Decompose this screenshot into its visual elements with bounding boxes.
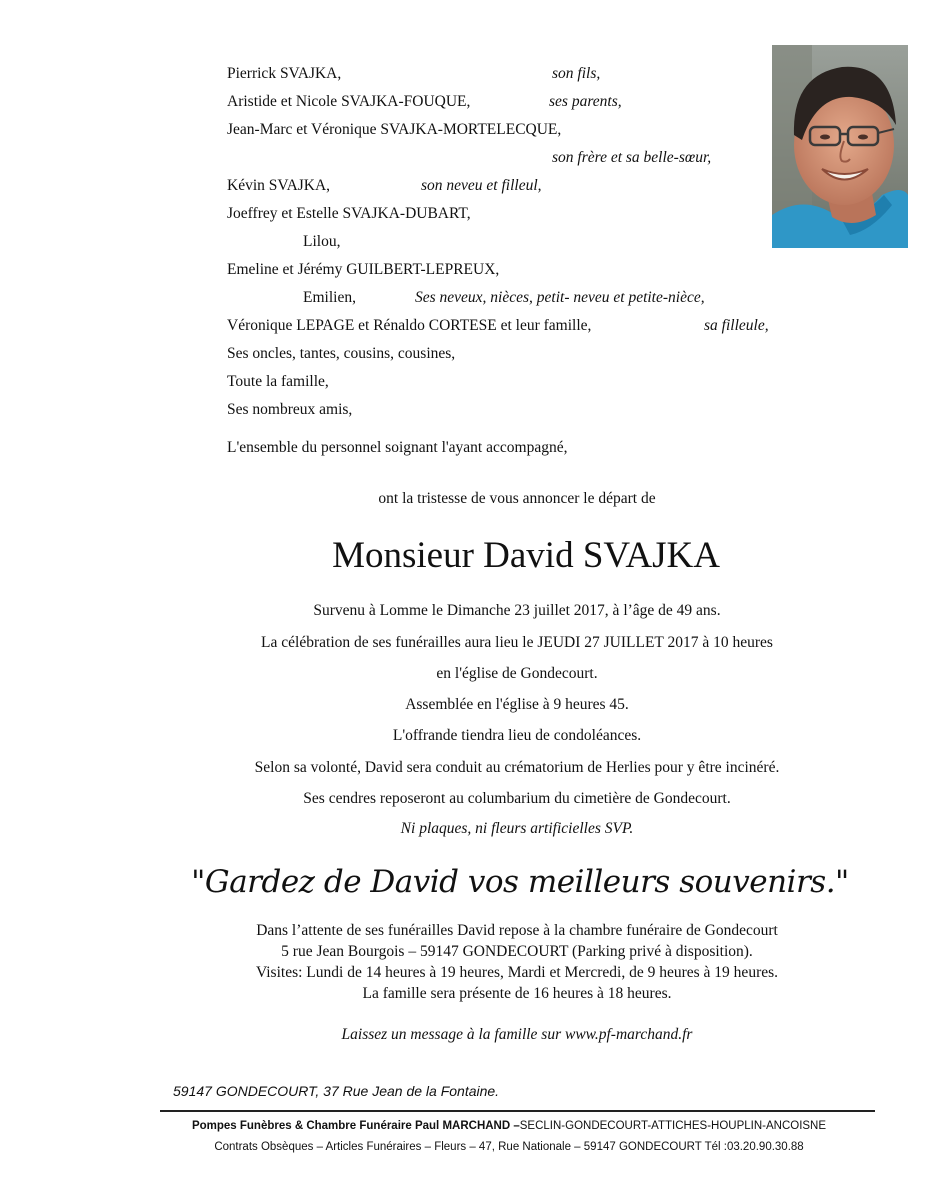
footer-company xyxy=(0,1120,947,1132)
family-relation: son neveu et filleul, xyxy=(421,177,542,194)
family-relation: sa filleule, xyxy=(704,317,769,334)
memorial-quote: "Gardez de David vos meilleurs souvenirs." xyxy=(191,864,849,900)
family-name: L'ensemble du personnel soignant l'ayant accompagné, xyxy=(227,439,568,456)
family-relation: son frère et sa belle-sœur, xyxy=(552,149,712,166)
detail-line: en l'église de Gondecourt. xyxy=(436,665,598,682)
family-name: Emilien, xyxy=(303,289,356,306)
portrait-illustration xyxy=(772,45,908,248)
footer-address: 59147 GONDECOURT, 37 Rue Jean de la Fontaine. xyxy=(173,1083,500,1099)
detail-line: Assemblée en l'église à 9 heures 45. xyxy=(405,696,629,713)
no-flowers-note: Ni plaques, ni fleurs artificielles SVP. xyxy=(400,820,634,837)
family-name: Lilou, xyxy=(303,233,341,250)
company-locations: SECLIN-GONDECOURT-ATTICHES-HOUPLIN-ANCOISNE xyxy=(519,1120,827,1132)
visit-info-line: 5 rue Jean Bourgois – 59147 GONDECOURT (Parking privé à disposition). xyxy=(281,943,753,960)
visit-info-line: La famille sera présente de 16 heures à 18 heures. xyxy=(362,985,672,1002)
portrait-photo xyxy=(772,45,908,248)
detail-line: Selon sa volonté, David sera conduit au crématorium de Herlies pour y être incinéré. xyxy=(254,759,780,776)
company-name: Pompes Funèbres & Chambre Funéraire Paul MARCHAND – xyxy=(191,1120,520,1132)
message-line: Laissez un message à la famille sur www.pf-marchand.fr xyxy=(341,1026,693,1043)
family-name: Emeline et Jérémy GUILBERT-LEPREUX, xyxy=(227,261,500,278)
family-relation: ses parents, xyxy=(549,93,622,110)
family-name: Ses oncles, tantes, cousins, cousines, xyxy=(227,345,456,362)
footer-divider xyxy=(160,1110,875,1112)
footer-services: Contrats Obsèques – Articles Funéraires – Fleurs – 47, Rue Nationale – 59147 GONDECOURT Tél :03.20.90.30.88 xyxy=(214,1141,804,1153)
family-name: Véronique LEPAGE et Rénaldo CORTESE et leur famille, xyxy=(227,317,592,334)
deceased-name: Monsieur David SVAJKA xyxy=(332,535,720,576)
visit-info-line: Dans l’attente de ses funérailles David repose à la chambre funéraire de Gondecourt xyxy=(256,922,778,939)
family-name: Jean-Marc et Véronique SVAJKA-MORTELECQUE, xyxy=(227,121,562,138)
family-name: Aristide et Nicole SVAJKA-FOUQUE, xyxy=(227,93,471,110)
family-relation: son fils, xyxy=(552,65,601,82)
announcement-text: ont la tristesse de vous annoncer le départ de xyxy=(378,490,656,507)
detail-line: La célébration de ses funérailles aura lieu le JEUDI 27 JUILLET 2017 à 10 heures xyxy=(261,634,773,651)
visit-info-line: Visites: Lundi de 14 heures à 19 heures, Mardi et Mercredi, de 9 heures à 19 heures. xyxy=(255,964,779,981)
family-name: Joeffrey et Estelle SVAJKA-DUBART, xyxy=(227,205,471,222)
detail-line: Survenu à Lomme le Dimanche 23 juillet 2017, à l’âge de 49 ans. xyxy=(313,602,721,619)
detail-line: L'offrande tiendra lieu de condoléances. xyxy=(392,727,642,744)
detail-line: Ses cendres reposeront au columbarium du cimetière de Gondecourt. xyxy=(303,790,731,807)
family-name: Ses nombreux amis, xyxy=(227,401,353,418)
family-relation: Ses neveux, nièces, petit- neveu et petite-nièce, xyxy=(415,289,705,306)
family-name: Pierrick SVAJKA, xyxy=(227,65,342,82)
family-name: Kévin SVAJKA, xyxy=(227,177,331,194)
family-name: Toute la famille, xyxy=(227,373,329,390)
